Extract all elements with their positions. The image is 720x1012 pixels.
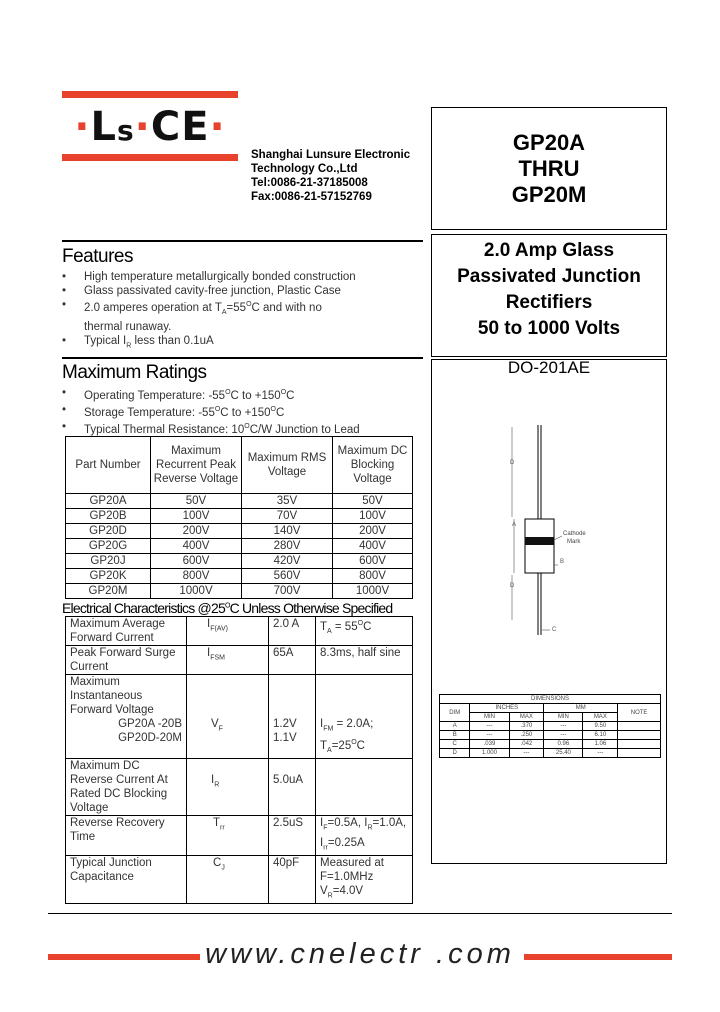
cell: GP20J bbox=[66, 554, 151, 569]
ratings-list bbox=[62, 386, 422, 436]
table-row bbox=[66, 539, 413, 554]
dims-row bbox=[440, 740, 661, 749]
cell: GP20K bbox=[66, 569, 151, 584]
param-text: Maximum Instantaneous Forward Voltage bbox=[70, 676, 154, 716]
description-line4: 50 to 1000 Volts bbox=[477, 318, 621, 339]
part-title-line3: GP20M bbox=[511, 182, 587, 207]
cell: 35V bbox=[242, 494, 333, 509]
description-line2: Passivated Junction bbox=[457, 266, 641, 287]
cell: --- bbox=[470, 731, 509, 740]
dims-row bbox=[440, 731, 661, 740]
cell: 9.50 bbox=[583, 722, 618, 731]
company-logo: ·Ls·CE· bbox=[74, 104, 226, 150]
value: 40pF bbox=[269, 856, 316, 904]
param: Maximum DC Reverse Current At Rated DC Blocking Voltage bbox=[66, 759, 187, 816]
cell bbox=[618, 731, 661, 740]
cell: 1.000 bbox=[470, 749, 509, 758]
dims-inches-head: INCHES bbox=[470, 704, 544, 713]
logo-top-bar bbox=[62, 91, 238, 98]
table-row bbox=[66, 524, 413, 539]
cell: 1.06 bbox=[583, 740, 618, 749]
cell: 600V bbox=[151, 554, 242, 569]
cell: .039 bbox=[470, 740, 509, 749]
cell: 420V bbox=[242, 554, 333, 569]
company-info bbox=[251, 148, 410, 204]
part-title-line2: THRU bbox=[518, 156, 580, 181]
cell: .250 bbox=[509, 731, 544, 740]
feature-item: • Glass passivated cavity-free junction, Plastic Case bbox=[62, 284, 422, 298]
condition: $T_A = 55^OC$ bbox=[316, 617, 413, 646]
dim-a-label: A bbox=[512, 522, 517, 528]
cell: 1000V bbox=[151, 584, 242, 599]
electrical-heading: Electrical Characteristics $@25^OC$ Unless Otherwise Specified bbox=[62, 600, 393, 616]
cell: GP20D bbox=[66, 524, 151, 539]
cell: --- bbox=[470, 722, 509, 731]
cell: 100V bbox=[151, 509, 242, 524]
cell: 700V bbox=[242, 584, 333, 599]
dim-b-label: B bbox=[560, 559, 565, 565]
condition: Measured at F=1.0MHz $V_R=4.0V$ bbox=[316, 856, 413, 904]
cell: 100V bbox=[333, 509, 413, 524]
company-name-1: Shanghai Lunsure Electronic bbox=[251, 149, 411, 161]
feature-item-cont: thermal runaway. bbox=[84, 321, 172, 334]
company-name-2: Technology Co.,Ltd bbox=[251, 163, 358, 175]
rating-item: • Typical Thermal Resistance: $10^OC/W$ Junction to Lead bbox=[62, 420, 422, 437]
cell: 140V bbox=[242, 524, 333, 539]
param: Reverse Recovery Time bbox=[66, 816, 187, 856]
cathode-band bbox=[525, 537, 554, 545]
dim-d-label-2: D bbox=[510, 583, 515, 589]
features-rule bbox=[62, 240, 423, 242]
dim-c-label: C bbox=[552, 627, 557, 633]
param: Maximum Average Forward Current bbox=[66, 617, 187, 646]
ratings-table bbox=[65, 436, 413, 599]
rating-item: • Storage Temperature: $-55^OC$ to $+150^OC$ bbox=[62, 403, 422, 420]
cell: 50V bbox=[333, 494, 413, 509]
condition: $I_{FM} = 2.0A$; $T_A=25^OC$ bbox=[316, 675, 413, 759]
value: 5.0uA bbox=[269, 759, 316, 816]
description-line3: Rectifiers bbox=[505, 292, 593, 313]
company-fax: Fax:0086-21-57152769 bbox=[251, 191, 372, 203]
symbol: $T_{rr}$ bbox=[187, 816, 269, 856]
cell: A bbox=[440, 722, 470, 731]
cell: 400V bbox=[333, 539, 413, 554]
feature-item: • 2.0 amperes operation at $T_A=55^OC$ and with no bbox=[62, 298, 422, 320]
symbol: $I_{FSM}$ bbox=[187, 646, 269, 675]
table-row bbox=[66, 675, 413, 759]
cell: 6.10 bbox=[583, 731, 618, 740]
table-row bbox=[66, 646, 413, 675]
th-part-number: Part Number bbox=[66, 437, 151, 494]
rating-item: • Operating Temperature: $-55^OC$ to $+150^OC$ bbox=[62, 386, 422, 403]
th-peak-reverse: Maximum Recurrent Peak Reverse Voltage bbox=[151, 437, 242, 494]
description-line1: 2.0 Amp Glass bbox=[483, 240, 615, 261]
table-row bbox=[66, 584, 413, 599]
value: 1.2V 1.1V bbox=[269, 675, 316, 759]
package-name: DO-201AE bbox=[507, 358, 591, 377]
param-sub-a: GP20A -20B bbox=[118, 718, 182, 730]
cell: 50V bbox=[151, 494, 242, 509]
package-drawing bbox=[500, 425, 610, 645]
website-url[interactable]: www.cnelectr .com bbox=[205, 938, 515, 970]
cell: GP20M bbox=[66, 584, 151, 599]
th-dc-blocking: Maximum DC Blocking Voltage bbox=[333, 437, 413, 494]
dims-title: DIMENSIONS bbox=[440, 695, 661, 704]
features-heading: Features bbox=[62, 246, 133, 267]
feature-item: • Typical $I_R$ less than 0.1uA bbox=[62, 334, 422, 353]
value: 2.0 A bbox=[269, 617, 316, 646]
dims-row bbox=[440, 722, 661, 731]
logo-bottom-bar bbox=[62, 154, 238, 161]
cell: 600V bbox=[333, 554, 413, 569]
diode-body bbox=[525, 519, 554, 573]
ratings-rule bbox=[62, 357, 423, 359]
cell: 1000V bbox=[333, 584, 413, 599]
table-row bbox=[66, 494, 413, 509]
cell: GP20B bbox=[66, 509, 151, 524]
condition bbox=[316, 759, 413, 816]
param: Peak Forward Surge Current bbox=[66, 646, 187, 675]
cell: GP20G bbox=[66, 539, 151, 554]
dims-row bbox=[440, 749, 661, 758]
cathode-label-1: Cathode bbox=[563, 531, 586, 537]
cell: 280V bbox=[242, 539, 333, 554]
ratings-heading: Maximum Ratings bbox=[62, 362, 207, 383]
cell: 400V bbox=[151, 539, 242, 554]
cell: 800V bbox=[151, 569, 242, 584]
cell: 560V bbox=[242, 569, 333, 584]
dims-note-head: NOTE bbox=[618, 704, 661, 722]
cell bbox=[618, 722, 661, 731]
cathode-label-2: Mark bbox=[567, 539, 581, 545]
cell: 70V bbox=[242, 509, 333, 524]
cell: 200V bbox=[333, 524, 413, 539]
param bbox=[66, 675, 187, 759]
cell bbox=[618, 749, 661, 758]
part-title bbox=[433, 130, 665, 208]
dims-mm-head: MM bbox=[544, 704, 618, 713]
condition: $I_F=0.5A$, $I_R=1.0A$, $I_{rr}=0.25A$ bbox=[316, 816, 413, 856]
cell: --- bbox=[544, 722, 583, 731]
dims-min: MIN bbox=[544, 713, 583, 722]
cell: B bbox=[440, 731, 470, 740]
value: 2.5uS bbox=[269, 816, 316, 856]
symbol: $V_F$ bbox=[187, 675, 269, 759]
cell: C bbox=[440, 740, 470, 749]
table-row bbox=[66, 617, 413, 646]
table-row bbox=[66, 509, 413, 524]
table-row bbox=[66, 816, 413, 856]
table-row bbox=[66, 759, 413, 816]
table-row bbox=[66, 554, 413, 569]
cell: .042 bbox=[509, 740, 544, 749]
features-list bbox=[62, 270, 422, 353]
cell: --- bbox=[509, 749, 544, 758]
company-tel: Tel:0086-21-37185008 bbox=[251, 177, 368, 189]
dim-d-label: D bbox=[510, 460, 515, 466]
symbol: $I_{F(AV)}$ bbox=[187, 617, 269, 646]
cell bbox=[618, 740, 661, 749]
feature-item: • High temperature metallurgically bonded construction bbox=[62, 270, 422, 284]
electrical-table bbox=[65, 616, 413, 904]
symbol: $C_J$ bbox=[187, 856, 269, 904]
cell: --- bbox=[544, 731, 583, 740]
dimensions-table bbox=[439, 694, 661, 758]
dims-max: MAX bbox=[583, 713, 618, 722]
cell: 25.40 bbox=[544, 749, 583, 758]
cell: --- bbox=[583, 749, 618, 758]
param-sub-b: GP20D-20M bbox=[118, 732, 182, 744]
description-title bbox=[433, 238, 665, 342]
value: 65A bbox=[269, 646, 316, 675]
cathode-label bbox=[563, 530, 586, 546]
table-row bbox=[66, 856, 413, 904]
th-rms: Maximum RMS Voltage bbox=[242, 437, 333, 494]
part-title-line1: GP20A bbox=[512, 130, 586, 155]
cell: 800V bbox=[333, 569, 413, 584]
param: Typical Junction Capacitance bbox=[66, 856, 187, 904]
cell: GP20A bbox=[66, 494, 151, 509]
footer-rule bbox=[48, 913, 672, 914]
table-row bbox=[66, 569, 413, 584]
dims-dim-head: DIM bbox=[440, 704, 470, 722]
dims-min: MIN bbox=[470, 713, 509, 722]
symbol: $I_R$ bbox=[187, 759, 269, 816]
cathode-leader bbox=[554, 536, 562, 540]
dims-max: MAX bbox=[509, 713, 544, 722]
cell: D bbox=[440, 749, 470, 758]
cell: 0.96 bbox=[544, 740, 583, 749]
cell: 200V bbox=[151, 524, 242, 539]
cell: .370 bbox=[509, 722, 544, 731]
condition: 8.3ms, half sine bbox=[316, 646, 413, 675]
